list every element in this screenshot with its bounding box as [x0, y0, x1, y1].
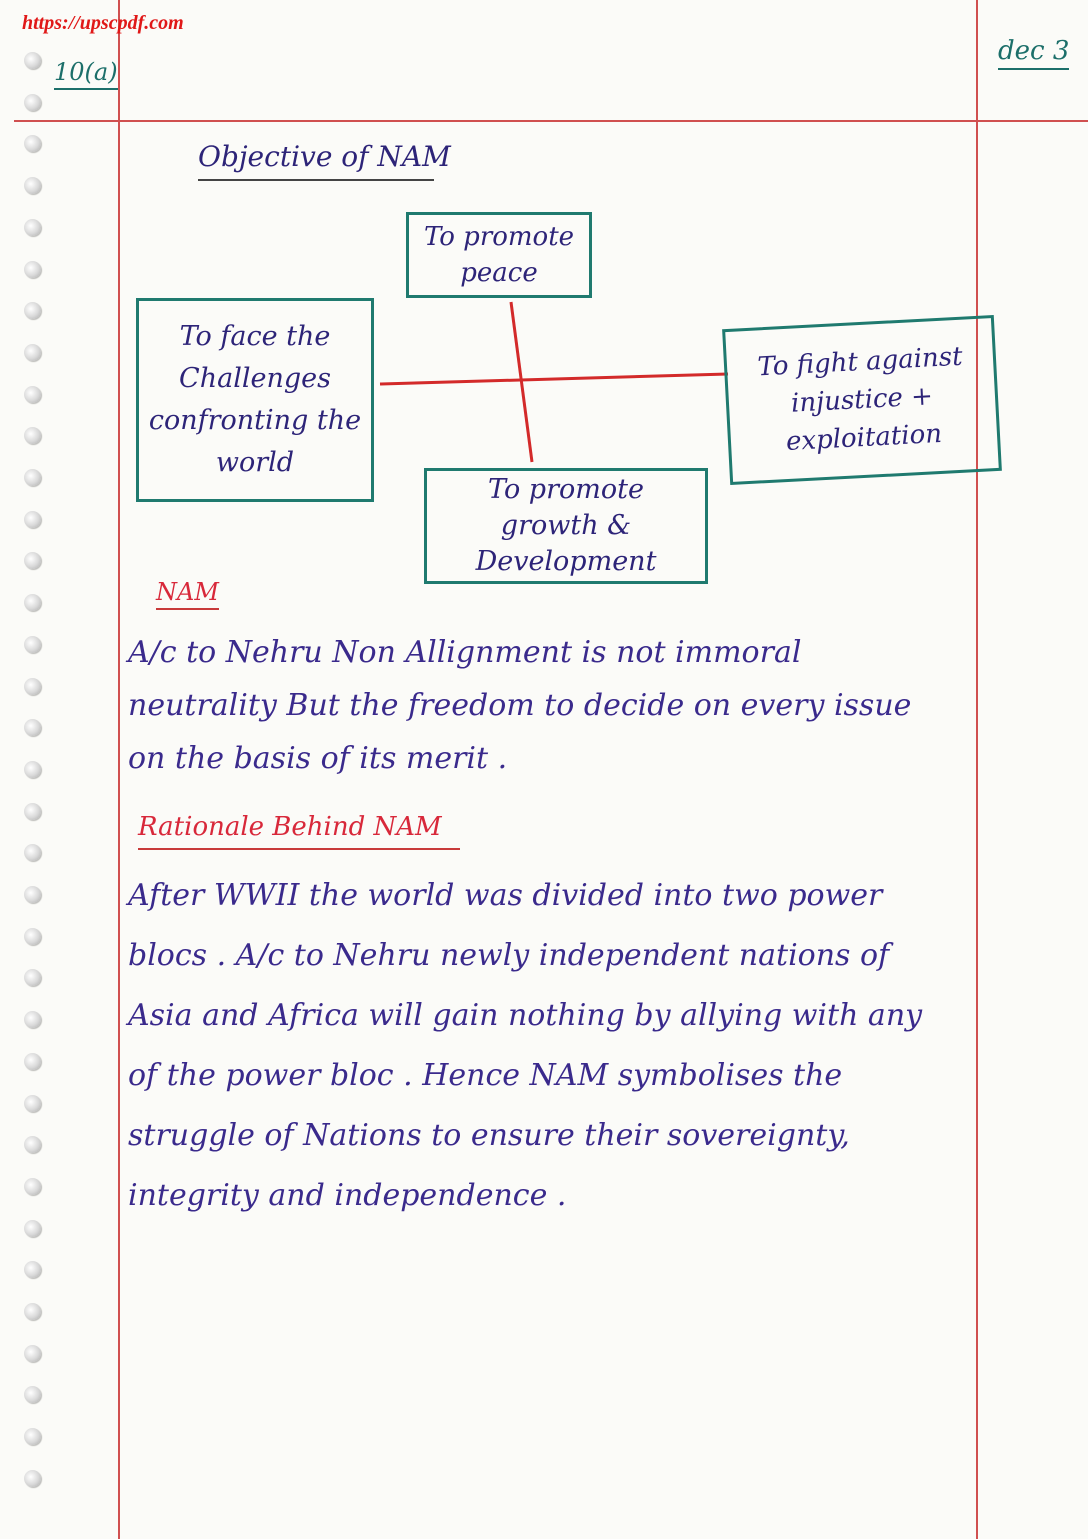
left-margin-line	[118, 0, 120, 1539]
right-margin-line	[976, 0, 978, 1539]
binding-ring	[24, 1053, 41, 1070]
watermark-url: https://upscpdf.com	[22, 12, 184, 34]
node-face-challenges: To face the Challenges confronting the world	[136, 298, 374, 502]
binding-ring	[24, 1470, 41, 1487]
section-body-nam: A/c to Nehru Non Allignment is not immoral neutrality But the freedom to decide on every issue on the basis of its merit .	[128, 635, 912, 776]
binding-ring	[24, 1136, 41, 1153]
binding-ring	[24, 344, 41, 361]
binding-ring	[24, 928, 41, 945]
binding-ring	[24, 177, 41, 194]
binding-ring	[24, 636, 41, 653]
binding-ring	[24, 1303, 41, 1320]
binding-ring	[24, 427, 41, 444]
page-reference: 10(a)	[54, 58, 118, 90]
vertical-connector	[511, 302, 532, 462]
binding-ring	[24, 219, 41, 236]
binding-ring	[24, 302, 41, 319]
diagram-title: Objective of NAM	[198, 140, 434, 181]
binding-ring	[24, 1178, 41, 1195]
binding-ring	[24, 94, 41, 111]
binding-ring	[24, 52, 41, 69]
binding-ring	[24, 719, 41, 736]
binding-ring	[24, 552, 41, 569]
top-margin-line	[14, 120, 1088, 122]
binding-ring	[24, 1095, 41, 1112]
binding-ring	[24, 1011, 41, 1028]
binding-ring	[24, 1428, 41, 1445]
binding-ring	[24, 135, 41, 152]
binding-ring	[24, 261, 41, 278]
binding-ring	[24, 1261, 41, 1278]
section-heading-nam: NAM	[156, 578, 219, 610]
binding-ring	[24, 886, 41, 903]
binding-ring	[24, 1386, 41, 1403]
node-promote-growth: To promote growth & Development	[424, 468, 708, 584]
binding-ring	[24, 469, 41, 486]
binding-ring	[24, 386, 41, 403]
binding-ring	[24, 678, 41, 695]
node-promote-peace: To promote peace	[406, 212, 592, 298]
section-heading-rationale: Rationale Behind NAM	[138, 812, 460, 850]
binding-ring	[24, 511, 41, 528]
page-date: dec 3	[998, 36, 1069, 70]
binding-ring	[24, 761, 41, 778]
horizontal-connector	[380, 374, 728, 384]
binding-ring	[24, 803, 41, 820]
binding-ring	[24, 594, 41, 611]
node-fight-injustice: To fight against injustice + exploitation	[722, 315, 1002, 485]
binding-ring	[24, 844, 41, 861]
binding-ring	[24, 1220, 41, 1237]
binding-ring	[24, 1345, 41, 1362]
section-body-rationale: After WWII the world was divided into two power blocs . A/c to Nehru newly independent nations of Asia and Africa will gain nothing by allying with any of the power bloc . Hence NAM symbolises the struggle of Nations to ensure their sovereignty, integrity and independence .	[128, 878, 923, 1213]
binding-ring	[24, 969, 41, 986]
